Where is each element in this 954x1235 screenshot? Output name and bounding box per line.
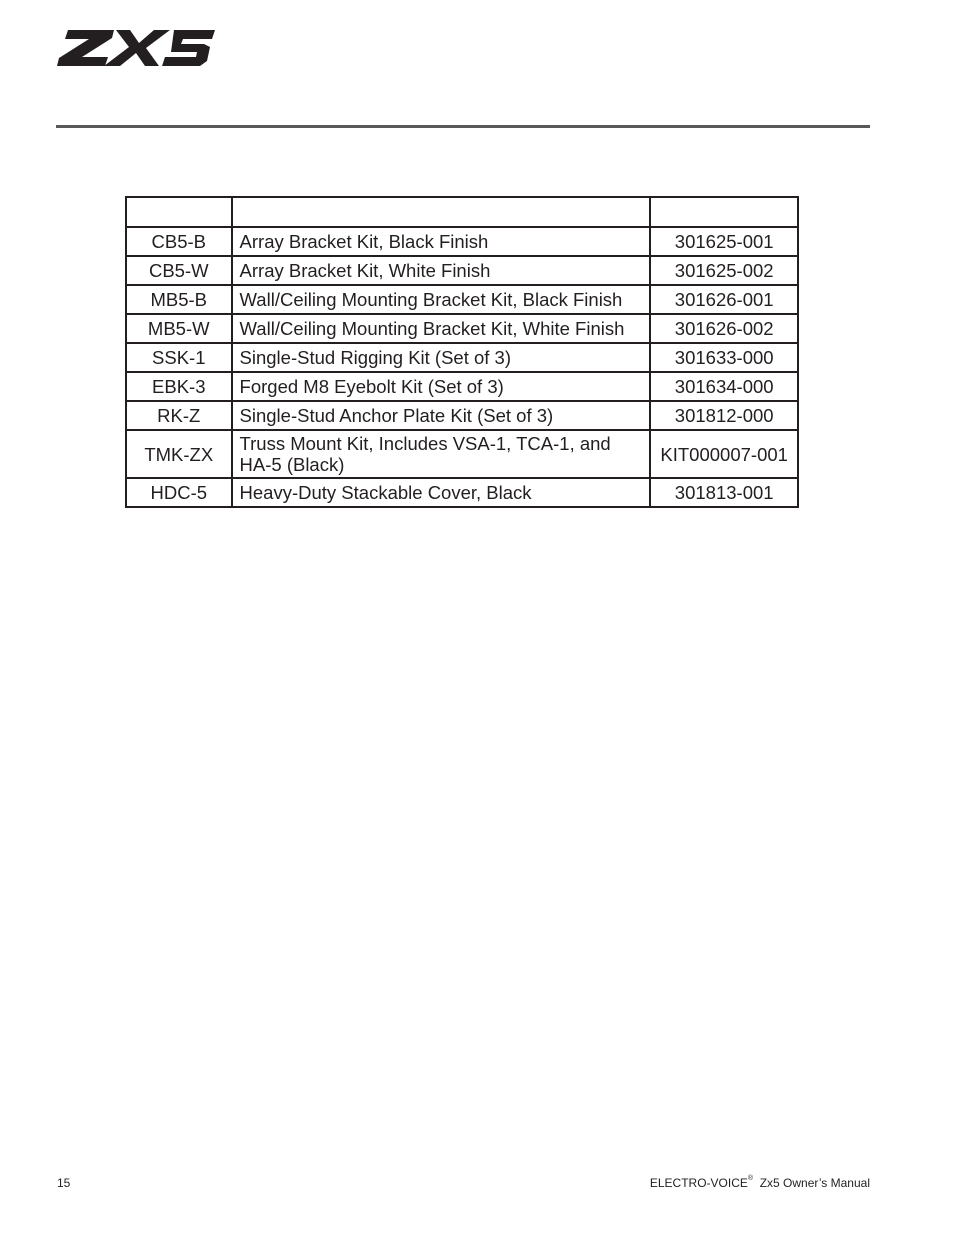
model-cell: RK-Z	[126, 401, 232, 430]
part-number-cell: 301634-000	[650, 372, 798, 401]
table-header-row	[126, 197, 798, 227]
description-cell: Forged M8 Eyebolt Kit (Set of 3)	[232, 372, 651, 401]
footer-manual-title	[650, 1176, 870, 1190]
model-cell: CB5-B	[126, 227, 232, 256]
part-number-cell: 301633-000	[650, 343, 798, 372]
model-cell: CB5-W	[126, 256, 232, 285]
description-cell: Truss Mount Kit, Includes VSA-1, TCA-1, and HA-5 (Black)	[232, 430, 651, 478]
part-number-cell: 301625-002	[650, 256, 798, 285]
manual-title: Zx5 Owner’s Manual	[759, 1176, 870, 1190]
table-row	[126, 285, 798, 314]
table-row	[126, 401, 798, 430]
model-cell: TMK-ZX	[126, 430, 232, 478]
part-number-cell: 301626-001	[650, 285, 798, 314]
part-number-cell: 301813-001	[650, 478, 798, 507]
accessories-table	[125, 196, 799, 508]
description-cell: Single-Stud Anchor Plate Kit (Set of 3)	[232, 401, 651, 430]
table-row	[126, 314, 798, 343]
description-cell: Array Bracket Kit, White Finish	[232, 256, 651, 285]
model-cell: EBK-3	[126, 372, 232, 401]
description-cell: Single-Stud Rigging Kit (Set of 3)	[232, 343, 651, 372]
model-cell: MB5-W	[126, 314, 232, 343]
part-number-cell: KIT000007-001	[650, 430, 798, 478]
description-cell: Wall/Ceiling Mounting Bracket Kit, White Finish	[232, 314, 651, 343]
brand-name: ELECTRO-VOICE	[649, 1176, 748, 1190]
description-cell: Wall/Ceiling Mounting Bracket Kit, Black Finish	[232, 285, 651, 314]
table-row	[126, 343, 798, 372]
page-number: 15	[57, 1176, 71, 1190]
table-row	[126, 430, 798, 478]
zx5-logo	[56, 28, 216, 68]
header-part-number	[650, 197, 798, 227]
header-divider	[56, 125, 870, 128]
table-row	[126, 256, 798, 285]
registered-mark: ®	[747, 1175, 754, 1182]
model-cell: MB5-B	[126, 285, 232, 314]
description-cell: Heavy-Duty Stackable Cover, Black	[232, 478, 651, 507]
description-cell: Array Bracket Kit, Black Finish	[232, 227, 651, 256]
header-model	[126, 197, 232, 227]
zx5-logo-graphic	[56, 28, 216, 68]
table-row	[126, 372, 798, 401]
header-description	[232, 197, 651, 227]
part-number-cell: 301625-001	[650, 227, 798, 256]
model-cell: HDC-5	[126, 478, 232, 507]
model-cell: SSK-1	[126, 343, 232, 372]
table-row	[126, 478, 798, 507]
table-row	[126, 227, 798, 256]
part-number-cell: 301812-000	[650, 401, 798, 430]
part-number-cell: 301626-002	[650, 314, 798, 343]
